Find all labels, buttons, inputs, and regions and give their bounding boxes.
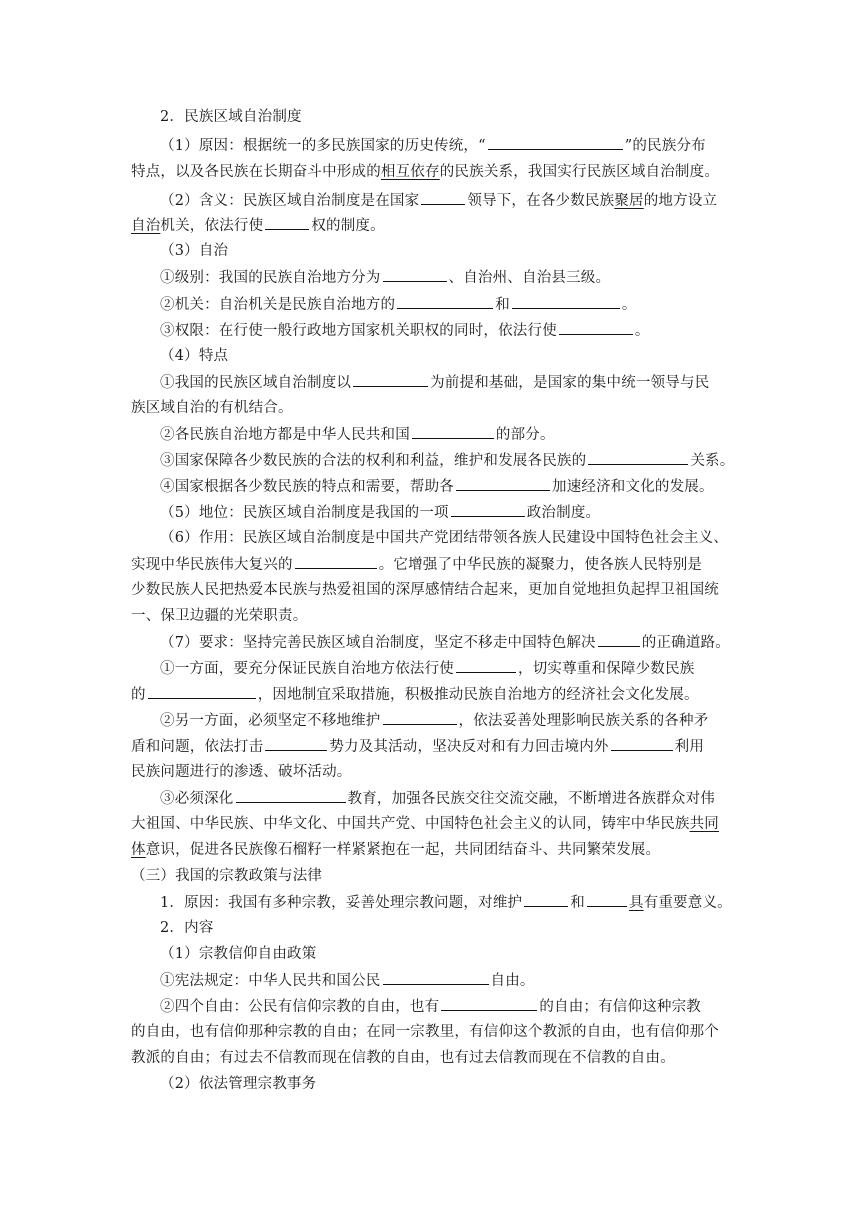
text-line: ①我国的民族区域自治制度以 为前提和基础，是国家的集中统一领导与民: [160, 372, 709, 393]
sub-heading: （2）依法管理宗教事务: [160, 1076, 317, 1092]
text-line: ②四个自由：公民有信仰宗教的自由，也有 的自由；有信仰这种宗教: [160, 996, 701, 1017]
text-line: ②另一方面，必须坚定不移地维护 ，依法妥善处理影响民族关系的各种矛: [160, 710, 708, 731]
fill-blank[interactable]: [559, 320, 633, 335]
fill-blank[interactable]: [524, 892, 568, 907]
fill-blank[interactable]: [441, 996, 537, 1011]
text-line: 大祖国、中华民族、中华文化、中国共产党、中国特色社会主义的认同，铸牢中华民族共同: [131, 816, 720, 832]
fill-blank[interactable]: [383, 267, 447, 282]
section-heading: 2．民族区域自治制度: [160, 109, 302, 125]
text-line: （7）要求：坚持完善民族区域自治制度，坚定不移走中国特色解决 的正确道路。: [160, 632, 730, 653]
fill-blank[interactable]: [488, 135, 623, 150]
text-line: ①宪法规定：中华人民共和国公民 自由。: [160, 970, 535, 991]
fill-blank[interactable]: [148, 684, 256, 699]
text-line: ③必须深化 教育，加强各民族交往交流交融，不断增进各族群众对伟: [160, 788, 715, 809]
fill-blank[interactable]: [397, 294, 493, 309]
fill-blank[interactable]: [265, 215, 309, 230]
fill-blank[interactable]: [588, 450, 688, 465]
fill-blank[interactable]: [412, 424, 494, 439]
text-line: ①级别：我国的民族自治地方分为 、自治州、自治县三级。: [160, 267, 610, 288]
section-heading: （三）我国的宗教政策与法律: [131, 868, 323, 884]
text-line: ③权限：在行使一般行政地方国家机关职权的同时，依法行使 。: [160, 320, 650, 341]
text-line: ①一方面，要充分保证民族自治地方依法行使 ，切实尊重和保障少数民族: [160, 658, 694, 679]
fill-blank[interactable]: [451, 502, 525, 517]
fill-blank[interactable]: [512, 294, 620, 309]
text-line: 一、保卫边疆的光荣职责。: [131, 608, 308, 624]
text-line: 少数民族人民把热爱本民族与热爱祖国的深厚感情结合起来，更加自觉地担负起捍卫祖国统: [131, 582, 719, 598]
sub-heading: 2．内容: [160, 920, 214, 936]
text-line: 盾和问题，依法打击 势力及其活动，坚决反对和有力回击境内外 利用: [131, 736, 704, 757]
fill-blank[interactable]: [587, 892, 627, 907]
fill-blank[interactable]: [456, 476, 550, 491]
sub-heading: （4）特点: [160, 348, 229, 364]
fill-blank[interactable]: [421, 190, 465, 205]
text-line: 族区域自治的有机结合。: [131, 400, 293, 416]
text-line: 1．原因：我国有多种宗教，妥善处理宗教问题，对维护 和 具有重要意义。: [160, 892, 732, 913]
text-line: （1）原因：根据统一的多民族国家的历史传统，“ ”的民族分布: [160, 135, 706, 156]
fill-blank[interactable]: [598, 632, 640, 647]
text-line: （2）含义：民族区域自治制度是在国家 领导下，在各少数民族聚居的地方设立: [160, 190, 717, 211]
text-line: ②各民族自治地方都是中华人民共和国 的部分。: [160, 424, 555, 445]
text-line: 实现中华民族伟大复兴的 。它增强了中华民族的凝聚力，使各族人民特别是: [131, 554, 702, 575]
fill-blank[interactable]: [611, 736, 673, 751]
text-line: 特点，以及各民族在长期奋斗中形成的相互依存的民族关系，我国实行民族区域自治制度。: [131, 164, 720, 180]
fill-blank[interactable]: [236, 788, 346, 803]
text-line: （6）作用：民族区域自治制度是中国共产党团结带领各族人民建设中国特色社会主义、: [160, 530, 729, 546]
fill-blank[interactable]: [383, 710, 457, 725]
fill-blank[interactable]: [295, 554, 377, 569]
text-line: 教派的自由；有过去不信教而现在信教的自由，也有过去信教而现在不信教的自由。: [131, 1050, 675, 1066]
text-line: （5）地位：民族区域自治制度是我国的一项 政治制度。: [160, 502, 600, 523]
fill-blank[interactable]: [383, 970, 489, 985]
text-line: 的 ，因地制宜采取措施，积极推动民族自治地方的经济社会文化发展。: [131, 684, 699, 705]
text-line: 民族问题进行的渗透、破坏活动。: [131, 764, 352, 780]
text-line: 自治机关，依法行使 权的制度。: [131, 215, 385, 236]
text-line: ③国家保障各少数民族的合法的权利和利益，维护和发展各民族的 关系。: [160, 450, 734, 471]
sub-heading: （3）自治: [160, 243, 229, 259]
text-line: ④国家根据各少数民族的特点和需要，帮助各 加速经济和文化的发展。: [160, 476, 714, 497]
text-line: 的自由，也有信仰那种宗教的自由；在同一宗教里，有信仰这个教派的自由，也有信仰那个: [131, 1024, 719, 1040]
text-line: ②机关：自治机关是民族自治地方的 和 。: [160, 294, 637, 315]
text-line: 体意识，促进各民族像石榴籽一样紧紧抱在一起，共同团结奋斗、共同繁荣发展。: [131, 842, 661, 858]
fill-blank[interactable]: [265, 736, 327, 751]
fill-blank[interactable]: [353, 372, 428, 387]
sub-heading: （1）宗教信仰自由政策: [160, 946, 317, 962]
fill-blank[interactable]: [456, 658, 516, 673]
